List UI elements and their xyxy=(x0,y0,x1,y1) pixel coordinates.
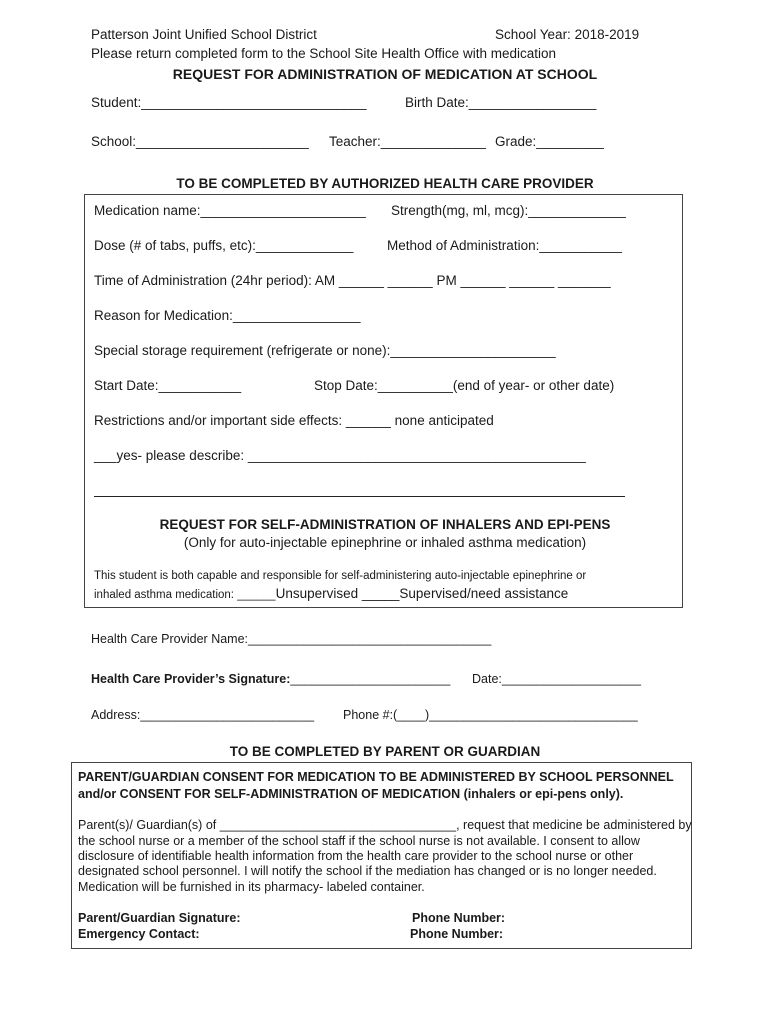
phone-field[interactable]: Phone #:(____)______________________________ xyxy=(343,708,638,722)
teacher-field[interactable]: Teacher:______________ xyxy=(329,134,486,149)
provider-date-field[interactable]: Date:____________________ xyxy=(472,672,641,686)
stop-date-field[interactable]: Stop Date:__________(end of year- or other date) xyxy=(314,378,615,393)
provider-name-field[interactable]: Health Care Provider Name:___________________________________ xyxy=(91,632,492,646)
storage-field[interactable]: Special storage requirement (refrigerate or none):______________________ xyxy=(94,343,556,358)
provider-section-heading: TO BE COMPLETED BY AUTHORIZED HEALTH CARE PROVIDER xyxy=(176,176,594,191)
consent-heading-1: PARENT/GUARDIAN CONSENT FOR MEDICATION TO BE ADMINISTERED BY SCHOOL PERSONNEL xyxy=(78,770,674,784)
self-admin-heading: REQUEST FOR SELF-ADMINISTRATION OF INHALERS AND EPI-PENS xyxy=(159,517,611,532)
phone-number-label-2[interactable]: Phone Number: xyxy=(410,927,504,941)
return-note: Please return completed form to the School Site Health Office with medication xyxy=(91,46,556,61)
birth-date-field[interactable]: Birth Date:_________________ xyxy=(405,95,597,110)
school-field[interactable]: School:_______________________ xyxy=(91,134,309,149)
method-field[interactable]: Method of Administration:___________ xyxy=(387,238,622,253)
describe-field[interactable]: ___yes- please describe: _____________________________________________ xyxy=(94,448,586,463)
emergency-contact-label[interactable]: Emergency Contact: xyxy=(78,927,200,941)
medication-name-field[interactable]: Medication name:______________________ xyxy=(94,203,366,218)
address-field[interactable]: Address:_________________________ xyxy=(91,708,315,722)
provider-signature-line[interactable]: _______________________ xyxy=(290,672,451,686)
dose-field[interactable]: Dose (# of tabs, puffs, etc):_____________ xyxy=(94,238,354,253)
strength-field[interactable]: Strength(mg, ml, mcg):_____________ xyxy=(391,203,626,218)
consent-paragraph-line-1[interactable]: Parent(s)/ Guardian(s) of __________________________________, request that medicine be administered by xyxy=(78,818,692,832)
capable-statement-cont: inhaled asthma medication: ______ xyxy=(94,589,276,601)
supervision-options[interactable] xyxy=(94,585,568,603)
school-year: School Year: 2018-2019 xyxy=(495,27,640,42)
parent-signature-label[interactable]: Parent/Guardian Signature: xyxy=(78,911,241,925)
provider-signature-field[interactable] xyxy=(91,672,450,686)
district-name: Patterson Joint Unified School District xyxy=(91,27,317,42)
form-title: REQUEST FOR ADMINISTRATION OF MEDICATION AT SCHOOL xyxy=(172,66,598,82)
phone-number-label-1[interactable]: Phone Number: xyxy=(412,911,506,925)
restrictions-field[interactable]: Restrictions and/or important side effects: ______ none anticipated xyxy=(94,413,494,428)
consent-paragraph-line-3: disclosure of identifiable health information from the health care provider to the school nurse or other xyxy=(78,849,634,863)
consent-paragraph-line-4: designated school personnel. I will notify the school if the mediation has changed or is no longer needed. xyxy=(78,864,657,878)
start-date-field[interactable]: Start Date:___________ xyxy=(94,378,242,393)
parent-section-heading: TO BE COMPLETED BY PARENT OR GUARDIAN xyxy=(229,744,541,759)
provider-signature-label: Health Care Provider’s Signature: xyxy=(91,672,291,686)
time-of-administration-field[interactable]: Time of Administration (24hr period): AM ______ ______ PM ______ ______ _______ xyxy=(94,273,611,288)
consent-heading-2: and/or CONSENT FOR SELF-ADMINISTRATION OF MEDICATION (inhalers or epi-pens only). xyxy=(78,787,624,801)
grade-field[interactable]: Grade:_________ xyxy=(495,134,604,149)
supervision-choices[interactable]: Unsupervised _____Supervised/need assistance xyxy=(275,586,569,601)
student-field[interactable]: Student:______________________________ xyxy=(91,95,367,110)
consent-paragraph-line-2: the school nurse or a member of the school staff if the school nurse is not available. I consent to allow xyxy=(78,834,640,848)
describe-extra-line[interactable] xyxy=(94,496,625,497)
capable-statement: This student is both capable and responsible for self-administering auto-injectable epinephrine or xyxy=(94,570,587,582)
self-admin-subheading: (Only for auto-injectable epinephrine or inhaled asthma medication) xyxy=(183,535,587,550)
reason-field[interactable]: Reason for Medication:_________________ xyxy=(94,308,361,323)
consent-paragraph-line-5: Medication will be furnished in its pharmacy- labeled container. xyxy=(78,880,425,894)
